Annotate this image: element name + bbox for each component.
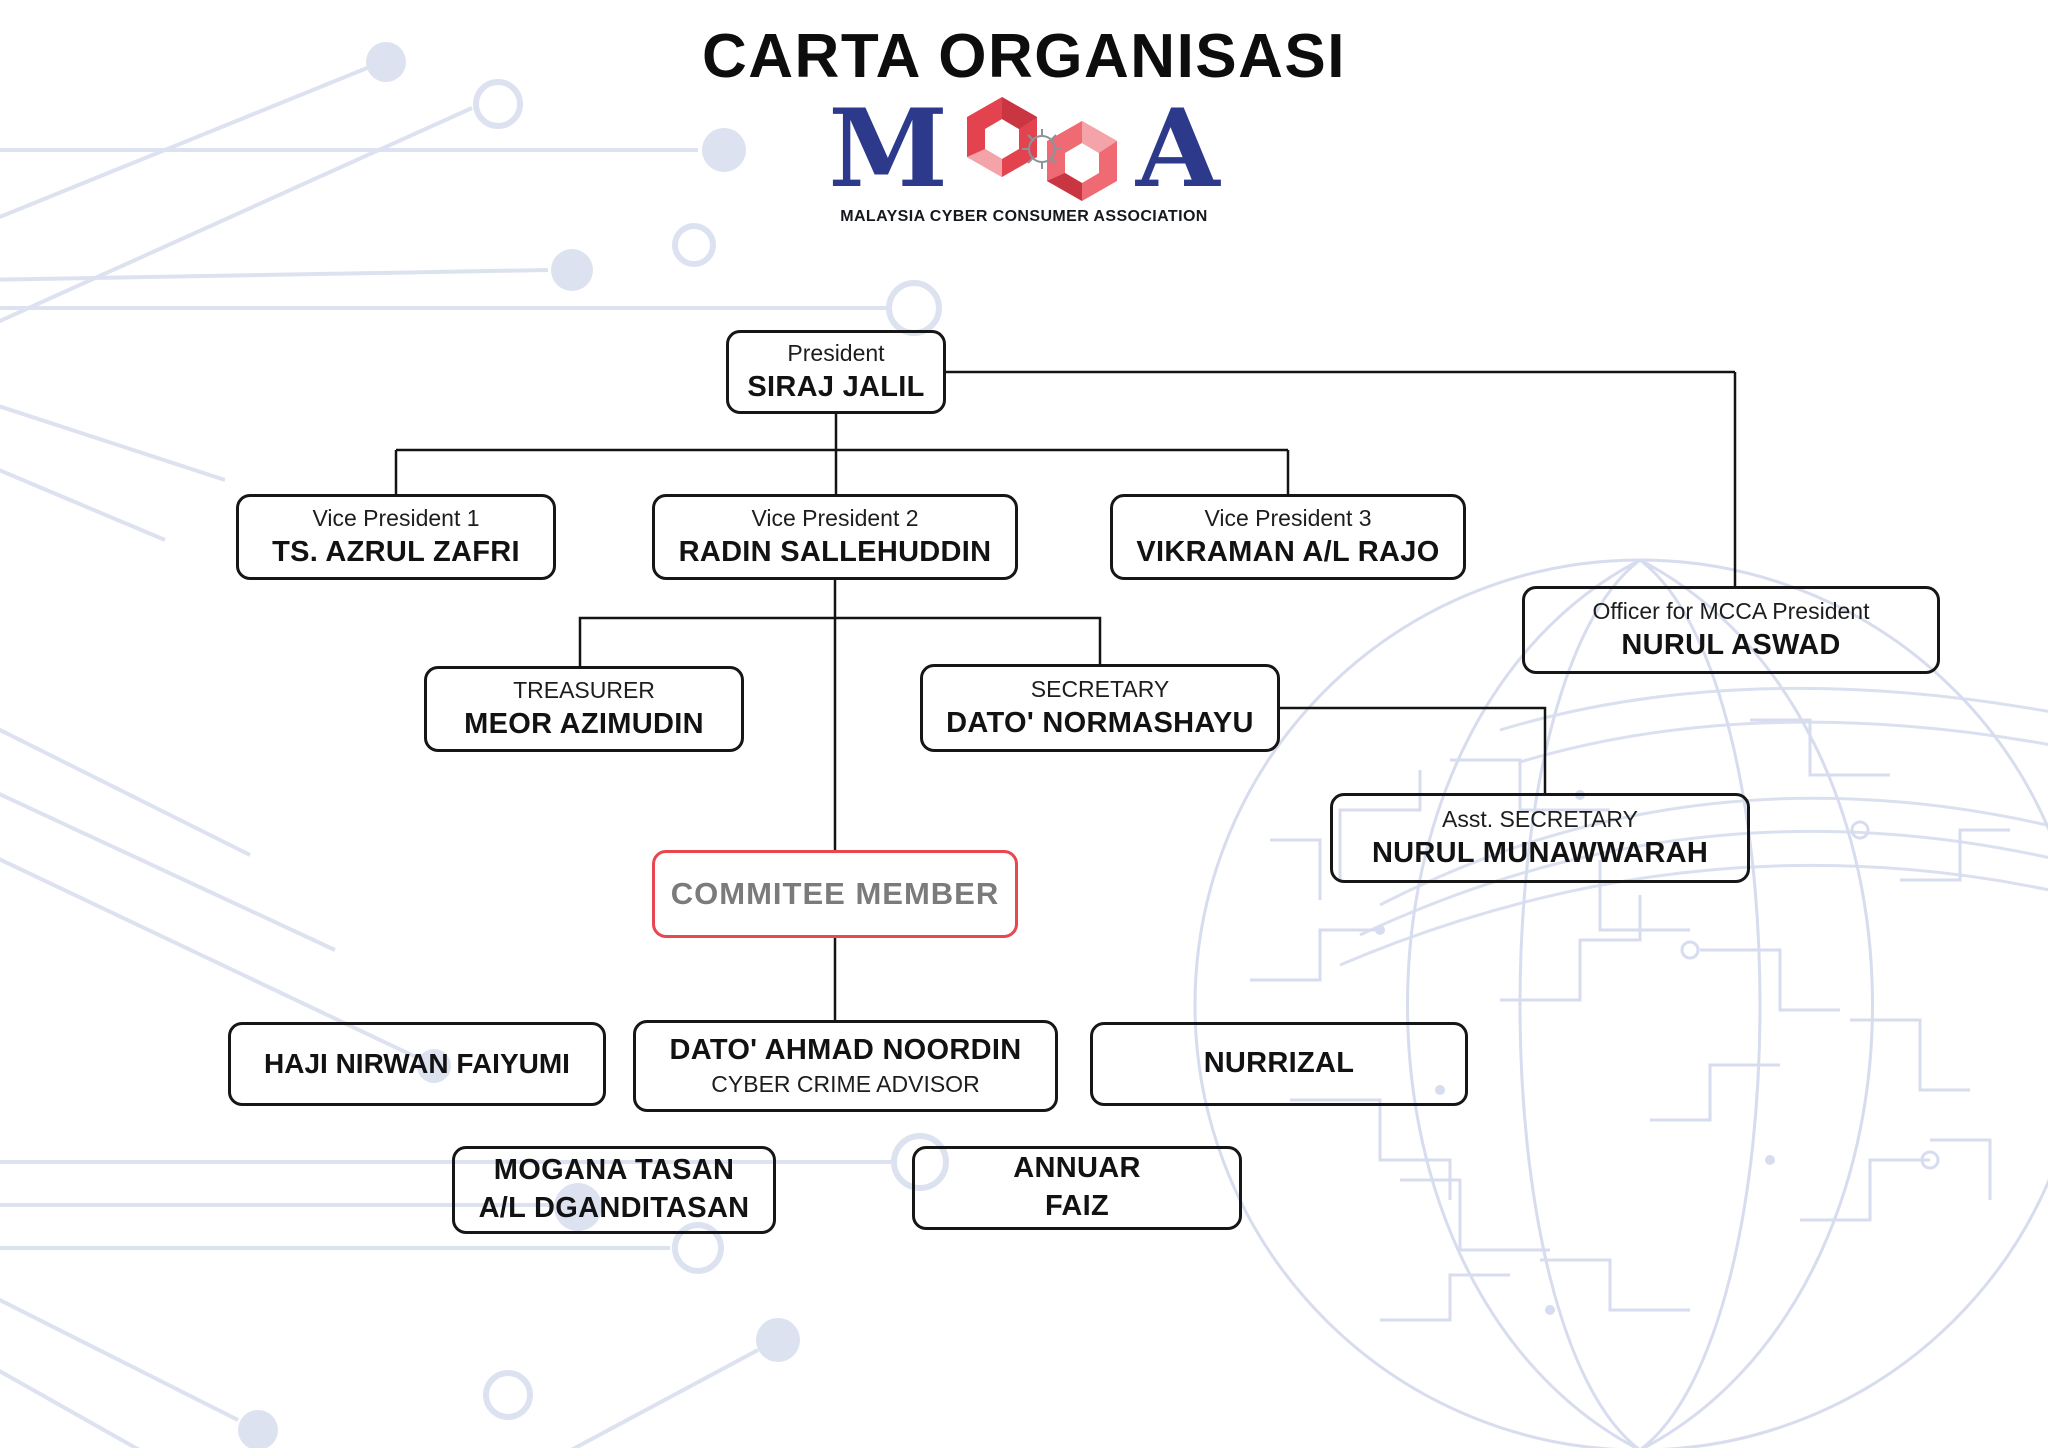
- person-name: DATO' AHMAD NOORDIN: [669, 1033, 1022, 1066]
- org-node-cyber-crime-advisor: [633, 1020, 1058, 1112]
- role-label: Asst. SECRETARY: [1442, 805, 1638, 832]
- person-name: NURUL MUNAWWARAH: [1371, 836, 1709, 869]
- person-name-line2: FAIZ: [1044, 1190, 1110, 1222]
- person-name: SIRAJ JALIL: [747, 370, 925, 403]
- org-node-member-haji-nirwan: [228, 1022, 606, 1106]
- role-label: Vice President 2: [751, 504, 919, 531]
- role-label: Officer for MCCA President: [1592, 597, 1870, 624]
- org-node-vice-president-3: [1110, 494, 1466, 580]
- logo-infinity-icon: [942, 93, 1142, 205]
- org-node-member-mogana: [452, 1146, 776, 1234]
- org-node-committee-member-label: [652, 850, 1018, 938]
- org-node-vice-president-1: [236, 494, 556, 580]
- org-node-president: [726, 330, 946, 414]
- person-name-line1: ANNUAR: [1013, 1152, 1141, 1185]
- mcca-logo: [0, 86, 2048, 212]
- person-name: RADIN SALLEHUDDIN: [678, 535, 992, 568]
- person-name: HAJI NIRWAN FAIYUMI: [264, 1047, 570, 1079]
- role-label: Vice President 3: [1204, 504, 1372, 531]
- page-title: CARTA ORGANISASI: [702, 22, 1346, 91]
- person-name: DATO' NORMASHAYU: [946, 706, 1254, 739]
- role-label: Vice President 1: [312, 504, 480, 531]
- org-node-officer-for-president: [1522, 586, 1940, 674]
- org-node-member-nurrizal: [1090, 1022, 1468, 1106]
- org-node-treasurer: [424, 666, 744, 752]
- logo-letter-a: A: [1135, 86, 1220, 212]
- logo-chip-icon: [1022, 129, 1062, 169]
- role-label: SECRETARY: [1030, 675, 1170, 702]
- logo-letter-m: M: [828, 86, 948, 212]
- person-name: VIKRAMAN A/L RAJO: [1136, 535, 1440, 568]
- person-name-line1: MOGANA TASAN: [493, 1154, 735, 1187]
- logo-subtitle: MALAYSIA CYBER CONSUMER ASSOCIATION: [840, 208, 1208, 225]
- person-name-line2: A/L DGANDITASAN: [478, 1192, 750, 1224]
- org-node-secretary: [920, 664, 1280, 752]
- org-node-vice-president-2: [652, 494, 1018, 580]
- person-name: NURUL ASWAD: [1621, 628, 1841, 661]
- org-node-member-annuar: [912, 1146, 1242, 1230]
- person-name: NURRIZAL: [1203, 1047, 1355, 1080]
- role-label: TREASURER: [513, 676, 655, 703]
- person-name: TS. AZRUL ZAFRI: [272, 535, 520, 568]
- org-node-assistant-secretary: [1330, 793, 1750, 883]
- person-name: MEOR AZIMUDIN: [464, 707, 704, 740]
- role-label: CYBER CRIME ADVISOR: [711, 1071, 980, 1098]
- role-label: President: [787, 339, 885, 366]
- header: [0, 22, 2048, 226]
- committee-label: COMMITEE MEMBER: [670, 875, 1000, 911]
